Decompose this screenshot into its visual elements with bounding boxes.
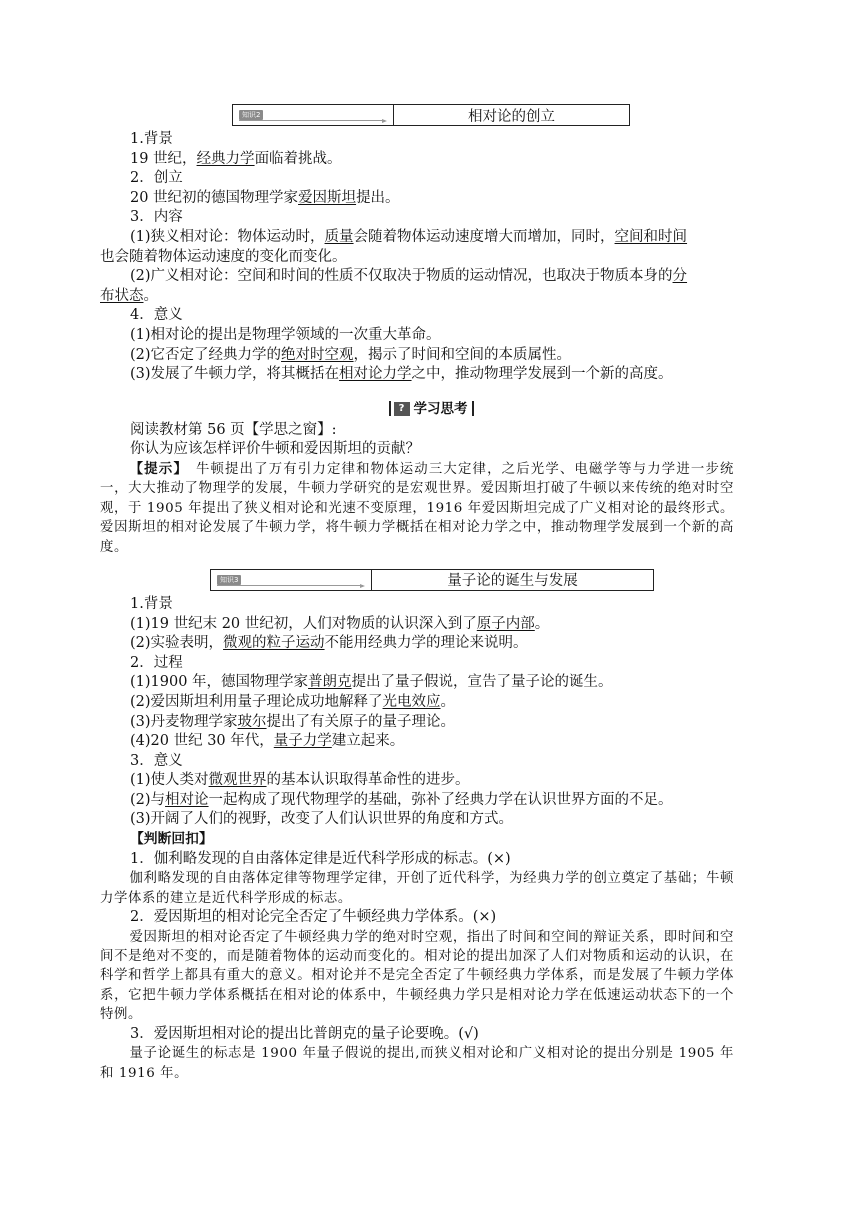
text: (2)与 (130, 791, 166, 808)
underlined-term: 微观世界 (208, 772, 267, 789)
text: 提出了量子假说，宣告了量子论的诞生。 (351, 674, 613, 691)
underlined-term: 玻尔 (237, 713, 267, 730)
paragraph (128, 150, 734, 170)
paragraph: (3)开阔了人们的视野，改变了人们认识世界的角度和方式。 (130, 811, 514, 828)
text: (1)狭义相对论：物体运动时， (130, 228, 325, 245)
paragraph (130, 771, 734, 791)
text: 。 (143, 287, 158, 304)
underlined-term: 经典力学 (196, 150, 255, 167)
underlined-term: 光电效应 (382, 693, 441, 710)
underlined-term: 微观的粒子运动 (223, 635, 325, 652)
bar-icon (472, 401, 474, 416)
text: 提出了有关原子的量子理论。 (266, 713, 456, 730)
text: 提出。 (356, 189, 400, 206)
heading: 4．意义 (130, 307, 183, 324)
tag-underline (239, 120, 385, 121)
underlined-term: 分 (672, 268, 688, 285)
underlined-term: 质量 (324, 228, 354, 245)
text: (1)19 世纪末 20 世纪初，人们对物质的认识深入到了 (130, 615, 477, 632)
paragraph (130, 732, 734, 752)
section-header-relativity (232, 104, 630, 126)
underlined-term: 原子内部 (476, 615, 535, 632)
paragraph: 阅读教材第 56 页【学思之窗】: (130, 421, 337, 438)
paragraph (130, 791, 734, 811)
heading: 2．过程 (130, 654, 183, 671)
text: (2)实验表明， (130, 635, 224, 652)
text: 19 世纪， (130, 150, 197, 167)
judge-statement: 3．爱因斯坦相对论的提出比普朗克的量子论要晚。(√) (130, 1025, 479, 1042)
text: 会随着物体运动速度增大而增加，同时， (353, 228, 615, 245)
underlined-term: 相对论力学 (339, 366, 412, 383)
knowledge-tag: 知识3 (217, 575, 241, 585)
text: 之中，推动物理学发展到一个新的高度。 (411, 366, 673, 383)
judge-statement: 1．伽利略发现的自由落体定律是近代科学形成的标志。(×) (130, 850, 511, 867)
paragraph: (1)相对论的提出是物理学领域的一次重大革命。 (130, 326, 441, 343)
judge-explanation: 伽利略发现的自由落体定律等物理学定律，开创了近代科学，为经典力学的创立奠定了基础；牛顿力学体系的建立是近代科学形成的标志。 (100, 871, 734, 906)
underlined-term: 空间和时间 (614, 228, 688, 245)
paragraph: 也会随着物体运动速度的变化而变化。 (100, 248, 347, 265)
underlined-term: 相对论 (165, 791, 209, 808)
underlined-term: 量子力学 (273, 733, 332, 750)
paragraph (128, 267, 734, 287)
underlined-term: 布状态 (100, 287, 144, 304)
text: (3)发展了牛顿力学，将其概括在 (130, 366, 340, 383)
bar-icon (389, 401, 391, 416)
heading: 1.背景 (130, 131, 173, 147)
header-tag-area (211, 570, 372, 590)
text: 面临着挑战。 (254, 150, 342, 167)
underlined-term: 普朗克 (308, 674, 352, 691)
paragraph (128, 189, 734, 209)
judge-heading: 【判断回扣】 (130, 831, 213, 848)
text: ，揭示了时间和空间的本质属性。 (353, 346, 572, 363)
text: 。 (534, 615, 550, 632)
text: (2)广义相对论：空间和时间的性质不仅取决于物质的运动情况，也取决于物质本身的 (130, 268, 673, 285)
hint-text: 牛顿提出了万有引力定律和物体运动三大定律，之后光学、电磁学等与力学进一步统一，大大推动了物理学的发展，牛顿力学研究的是宏观世界。爱因斯坦打破了牛顿以来传统的绝对时空观，于 1905 年提出了狭义相对论和光速不变原理，1916 年爱因斯坦完成了广义相对论的最终形式。爱因斯坦的相对论发展了牛顿力学，将牛顿力学概括在相对论力学之中，推动物理学发展到一个新的高度。 (100, 461, 734, 555)
tag-underline (217, 585, 363, 586)
text: (2)爱因斯坦利用量子理论成功地解释了 (130, 693, 383, 710)
paragraph (128, 365, 734, 385)
text: 一起构成了现代物理学的基础，弥补了经典力学在认识世界方面的不足。 (208, 791, 673, 808)
text: 的基本认识取得革命性的进步。 (266, 772, 470, 789)
paragraph (100, 287, 734, 307)
text: (4)20 世纪 30 年代， (130, 733, 274, 750)
paragraph (128, 228, 734, 248)
section-title: 量子论的诞生与发展 (447, 573, 578, 590)
judge-explanation: 爱因斯坦的相对论否定了牛顿经典力学的绝对时空观，指出了时间和空间的辩证关系，即时间和空间不是绝对不变的，而是随着物体的运动而变化的。相对论的提出加深了人们对物质和运动的认识，在科学和哲学上都具有重大的意义。相对论并不是完全否定了牛顿经典力学体系，而是发展了牛顿力学体系，它把牛顿力学体系概括在相对论的体系中，牛顿经典力学只是相对论力学在低速运动状态下的一个特例。 (100, 929, 734, 1023)
text: 建立起来。 (331, 733, 405, 750)
text: 不能用经典力学的理论来说明。 (324, 635, 528, 652)
hint-paragraph (100, 460, 734, 557)
paragraph (130, 713, 734, 733)
heading: 3．意义 (130, 752, 183, 769)
header-tag-area (233, 105, 394, 125)
document-page (100, 100, 734, 1083)
paragraph (130, 634, 734, 654)
paragraph (130, 673, 734, 693)
text: 。 (440, 693, 456, 710)
paragraph (130, 615, 734, 635)
banner-label: 学习思考 (413, 400, 468, 417)
question-icon: ? (394, 402, 410, 416)
text: (1)使人类对 (130, 772, 209, 789)
arrow-icon (360, 584, 365, 588)
study-think-banner (128, 397, 734, 417)
section-title: 相对论的创立 (468, 108, 555, 125)
judge-explanation: 量子论诞生的标志是 1900 年量子假说的提出,而狭义相对论和广义相对论的提出分别是 1905 年和 1916 年。 (100, 1046, 734, 1081)
text: (2)它否定了经典力学的 (130, 346, 282, 363)
arrow-icon (382, 119, 387, 123)
section-header-quantum (210, 569, 654, 591)
text: 20 世纪初的德国物理学家 (130, 189, 299, 206)
underlined-term: 绝对时空观 (281, 346, 354, 363)
paragraph (130, 693, 734, 713)
paragraph: 你认为应该怎样评价牛顿和爱因斯坦的贡献？ (130, 441, 420, 458)
knowledge-tag: 知识2 (239, 110, 263, 120)
heading: 3．内容 (130, 209, 183, 226)
text: (3)丹麦物理学家 (130, 713, 238, 730)
heading: 1.背景 (130, 595, 173, 612)
hint-label: 【提示】 (129, 460, 182, 477)
underlined-term: 爱因斯坦 (298, 189, 357, 206)
judge-statement: 2．爱因斯坦的相对论完全否定了牛顿经典力学体系。(×) (130, 909, 497, 926)
paragraph (128, 346, 734, 366)
heading: 2．创立 (130, 170, 183, 187)
text: (1)1900 年，德国物理学家 (130, 674, 309, 691)
